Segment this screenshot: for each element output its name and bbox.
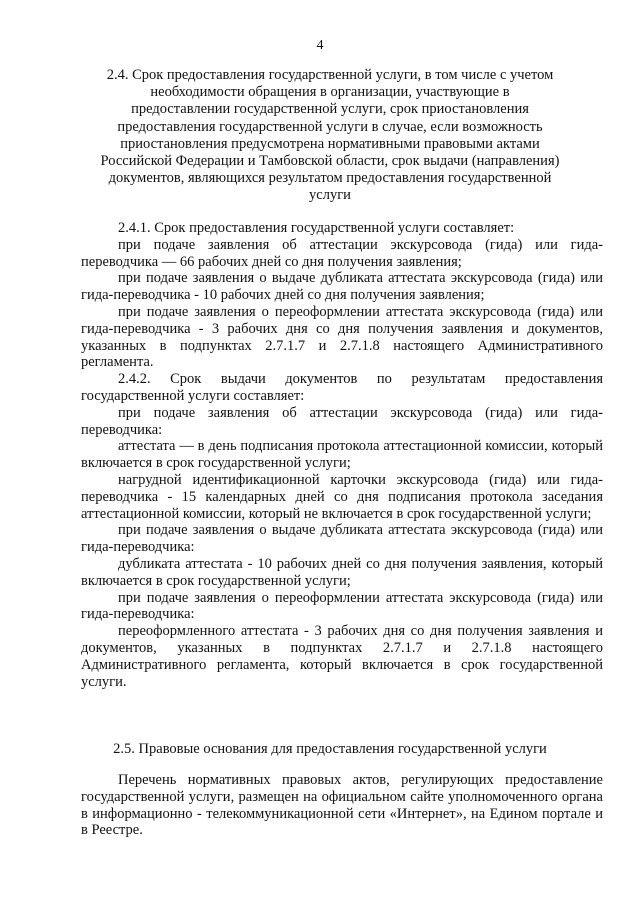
paragraph: аттестата — в день подписания протокола аттестационной комиссии, который включается в срок государственной услуги; — [81, 438, 603, 472]
paragraph: Перечень нормативных правовых актов, регулирующих предоставление государственной услуги, размещен на официальном сайте уполномоченного органа в информационно - телекоммуникационной сети «Интернет», на Едином портале и в Реестре. — [81, 772, 603, 839]
section-heading-2-4: 2.4. Срок предоставления государственной услуги, в том числе с учетом необходимости обращения в организации, участвующие в предоставлении государственной услуги, срок приостановления предоставления государственной услуги в случае, если возможность приостановления предусмотрена нормативными правовыми актами Российской Федерации и Тамбовской области, срок выдачи (направления) документов, являющихся результатом предоставления государственной услуги — [100, 67, 560, 204]
section-heading-2-5: 2.5. Правовые основания для предоставления государственной услуги — [113, 741, 547, 757]
paragraph: при подаче заявления об аттестации экскурсовода (гида) или гида-переводчика: — [81, 404, 603, 438]
paragraph: 2.4.2. Срок выдачи документов по результатам предоставления государственной услуги составляет: — [81, 371, 603, 404]
section-2-5-body — [81, 772, 603, 839]
page-number: 4 — [316, 38, 324, 53]
paragraph: переоформленного аттестата - 3 рабочих дня со дня получения заявления и документов, указанных в подпунктах 2.7.1.7 и 2.7.1.8 настоящего Административного регламента, который включается в срок государственной услуги. — [81, 623, 603, 690]
paragraph: нагрудной идентификационной карточки экскурсовода (гида) или гида-переводчика - 15 календарных дней со дня подписания протокола заседания аттестационной комиссии, который не включается в срок государственной услуги; — [81, 471, 603, 522]
section-2-4-body — [81, 220, 603, 690]
paragraph: дубликата аттестата - 10 рабочих дней со дня получения заявления, который включается в срок государственной услуги; — [81, 555, 603, 589]
paragraph: при подаче заявления об аттестации экскурсовода (гида) или гида-переводчика — 66 рабочих дней со дня получения заявления; — [81, 236, 603, 270]
paragraph: при подаче заявления о переоформлении аттестата экскурсовода (гида) или гида-переводчика - 3 рабочих дня со дня получения заявления и документов, указанных в подпунктах 2.7.1.7 и 2.7.1.8 настоящего Административного регламента. — [81, 303, 603, 371]
paragraph: 2.4.1. Срок предоставления государственной услуги составляет: — [118, 220, 515, 236]
paragraph: при подаче заявления о переоформлении аттестата экскурсовода (гида) или гида-переводчика: — [81, 589, 603, 623]
paragraph: при подаче заявления о выдаче дубликата аттестата экскурсовода (гида) или гида-переводчика - 10 рабочих дней со дня получения заявления; — [81, 270, 603, 304]
paragraph: при подаче заявления о выдаче дубликата аттестата экскурсовода (гида) или гида-переводчика: — [81, 522, 603, 556]
